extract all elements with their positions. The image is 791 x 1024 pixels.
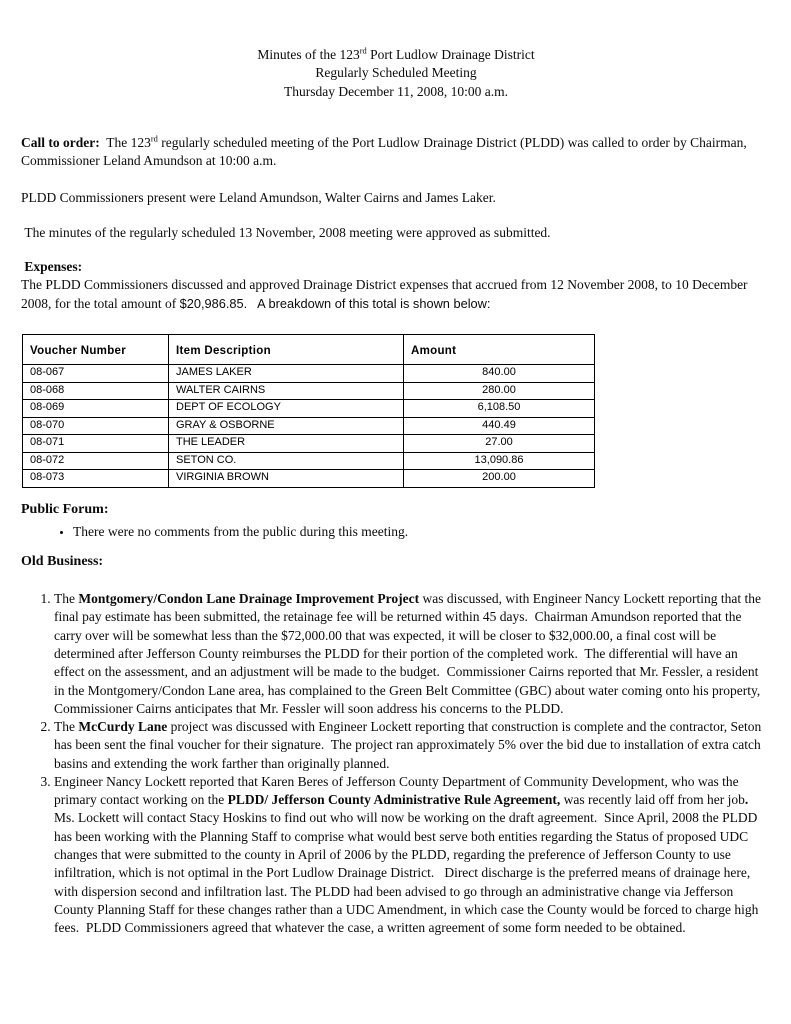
text-run: Engineer Nancy Lockett reported that Karen Beres of Jefferson County Department of Community Development, who was the primary contact working on the: [54, 773, 743, 808]
table-row: [23, 382, 595, 400]
table-cell: JAMES LAKER: [169, 365, 404, 383]
table-row: [23, 435, 595, 453]
title-line-2: Regularly Scheduled Meeting: [315, 65, 477, 81]
text-run: PLDD/ Jefferson County Administrative Rule Agreement,: [227, 792, 561, 808]
table-cell: VIRGINIA BROWN: [169, 470, 404, 488]
table-cell: 08-071: [23, 435, 169, 453]
text-run: regularly scheduled meeting of the Port Ludlow Drainage District (PLDD) was called to order by Chairman, Commissioner Leland Amundson at 10:00 a.m.: [21, 134, 751, 169]
expenses-heading: Expenses:: [21, 258, 83, 274]
table-row: [23, 452, 595, 470]
list-item-administrative-rule-agreement: [54, 773, 771, 938]
public-forum-heading: Public Forum:: [21, 501, 109, 517]
table-header-row: [23, 334, 595, 365]
table-row: [23, 365, 595, 383]
text-run: project was discussed with Engineer Lockett reporting that construction is complete and the contractor, Seton has been sent the final voucher for their signature. The project ran approximately 5% over the bid due to installation of extra catch basins and extending the work farther than originally planned.: [54, 719, 765, 771]
text-run: rd: [150, 134, 158, 144]
text-run: was recently laid off from her job: [560, 792, 745, 808]
table-cell: 08-069: [23, 400, 169, 418]
commissioners-present-paragraph: PLDD Commissioners present were Leland Amundson, Walter Cairns and James Laker.: [21, 190, 496, 206]
table-cell: 840.00: [404, 365, 595, 383]
table-cell: 08-068: [23, 382, 169, 400]
table-cell: GRAY & OSBORNE: [169, 417, 404, 435]
column-header-voucher-number: Voucher Number: [23, 334, 169, 365]
list-item: • There were no comments from the public during this meeting.: [73, 523, 771, 541]
table-cell: 280.00: [404, 382, 595, 400]
text-run: Minutes of the 123: [257, 47, 360, 62]
old-business-list: [21, 590, 771, 937]
public-forum-list: [21, 523, 771, 541]
list-item-mccurdy-lane: [54, 718, 771, 773]
table-cell: 6,108.50: [404, 400, 595, 418]
old-business-heading: Old Business:: [21, 554, 104, 570]
table-cell: WALTER CAIRNS: [169, 382, 404, 400]
text-run: The 123: [99, 134, 151, 150]
table-cell: 13,090.86: [404, 452, 595, 470]
text-run: The: [54, 591, 79, 607]
text-run: The: [54, 719, 79, 735]
document-title: [21, 46, 771, 101]
table-cell: 440.49: [404, 417, 595, 435]
table-cell: 27.00: [404, 435, 595, 453]
minutes-approval-paragraph: The minutes of the regularly scheduled 13 November, 2008 meeting were approved as submitted.: [21, 224, 551, 240]
table-cell: SETON CO.: [169, 452, 404, 470]
text-run: Port Ludlow Drainage District: [366, 47, 535, 62]
table-cell: THE LEADER: [169, 435, 404, 453]
title-line-1: [21, 46, 771, 64]
table-cell: 08-070: [23, 417, 169, 435]
call-to-order-paragraph: [21, 134, 771, 171]
text-run: Call to order:: [21, 134, 100, 150]
text-run: .: [744, 792, 749, 808]
table-cell: DEPT OF ECOLOGY: [169, 400, 404, 418]
expenses-table: [22, 334, 595, 488]
table-cell: 08-067: [23, 365, 169, 383]
text-run: McCurdy Lane: [78, 719, 168, 735]
expenses-paragraph: [21, 276, 771, 313]
text-run: Ms. Lockett will contact Stacy Hoskins to find out who will now be working on the draft agreement. Since April, 2008 the PLDD has been working with the Planning Staff to comprise what would best serve both entities regarding the Status of proposed UDC changes that were submitted to the county in April of 2006 by the PLDD, regarding the preference of Jefferson County to use infiltration, which is not optimal in the Port Ludlow Drainage District. Direct discharge is the preferred means of drainage here, with dispersion second and infiltration last. The PLDD had been advised to go through an administrative change via Jefferson County Planning Staff for these changes rather than a UDC Amendment, in which case the County would be forced to charge high fees. PLDD Commissioners agreed that whatever the case, a written agreement of some form needed to be obtained.: [54, 792, 762, 936]
expenses-table-body: [23, 365, 595, 488]
column-header-amount: Amount: [404, 334, 595, 365]
table-cell: 08-073: [23, 470, 169, 488]
text-run: Montgomery/Condon Lane Drainage Improvement Project: [78, 591, 420, 607]
table-cell: 200.00: [404, 470, 595, 488]
text-run: The PLDD Commissioners discussed and approved Drainage District expenses that accrued from 12 November 2008, to 10 December 2008, for the total amount of: [21, 277, 751, 311]
text-run: $20,986.85. A breakdown of this total is shown below:: [179, 295, 491, 311]
column-header-item-description: Item Description: [169, 334, 404, 365]
text-run: was discussed, with Engineer Nancy Lockett reporting that the final pay estimate has been submitted, the retainage fee will be returned within 45 days. Chairman Amundson reported that the carry over will be somewhat less than the $72,000.00 that was expected, it will be closer to $32,000.00, a final cost will be determined after Jefferson County reimburses the PLDD for their portion of the completed work. The differential will have an effect on the assessment, and an adjustment will be made to the budget. Commissioner Cairns reported that Mr. Fessler, a resident in the Montgomery/Condon Lane area, has complained to the Green Belt Committee (GBC) about water coming onto his property, Commissioner Cairns anticipates that Mr. Fessler will soon address his concerns to the PLDD.: [54, 591, 765, 716]
list-item-montgomery-condon: [54, 590, 771, 718]
table-row: [23, 417, 595, 435]
title-line-3: Thursday December 11, 2008, 10:00 a.m.: [283, 83, 509, 99]
table-row: [23, 400, 595, 418]
table-row: [23, 470, 595, 488]
table-cell: 08-072: [23, 452, 169, 470]
text-run: rd: [359, 46, 367, 56]
